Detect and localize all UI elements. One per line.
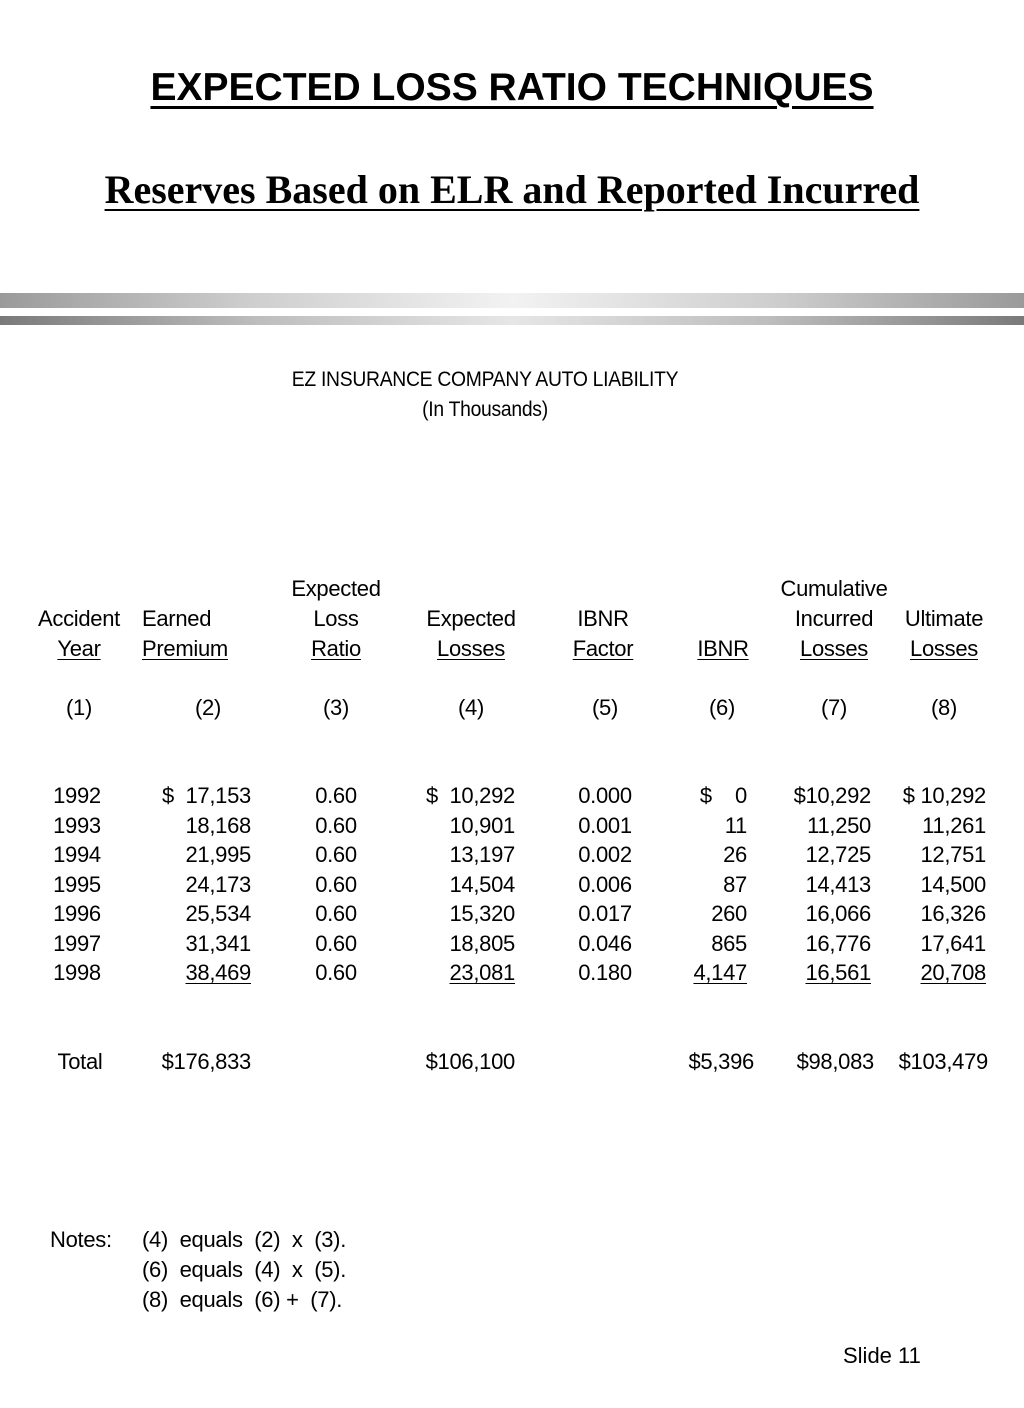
table-cell: 16,066 xyxy=(805,901,871,926)
table-cell: $10,292 xyxy=(793,783,871,808)
notes-label: Notes: xyxy=(50,1227,112,1252)
table-cell: 0.000 xyxy=(578,783,632,808)
table-cell: 18,168 xyxy=(185,813,251,838)
table-row-year: 1998 xyxy=(53,960,101,985)
notes-line-2: (6) equals (4) x (5). xyxy=(142,1257,347,1282)
table-cell: 21,995 xyxy=(185,842,251,867)
total-label: Total xyxy=(57,1049,103,1074)
table-cell: 20,708 xyxy=(920,960,986,985)
column-header-line2: Accident xyxy=(38,606,120,631)
column-header-line2: Earned xyxy=(142,606,212,631)
table-cell: 0.002 xyxy=(578,842,632,867)
column-header-line3: Losses xyxy=(910,636,978,661)
table-cell: 25,534 xyxy=(185,901,251,926)
column-number: (3) xyxy=(323,695,349,720)
column-number: (4) xyxy=(458,695,484,720)
table-cell: 260 xyxy=(711,901,747,926)
table-cell: 23,081 xyxy=(449,960,515,985)
table-cell: 14,413 xyxy=(805,872,871,897)
table-cell: 0.60 xyxy=(315,901,357,926)
table-cell: 24,173 xyxy=(185,872,251,897)
table-cell: 14,500 xyxy=(920,872,986,897)
table-cell: 0.001 xyxy=(578,813,632,838)
column-number: (5) xyxy=(592,695,618,720)
table-cell: 0.60 xyxy=(315,931,357,956)
column-header-line2: Ultimate xyxy=(904,606,984,631)
total-cell: $176,833 xyxy=(161,1049,251,1074)
table-heading: EZ INSURANCE COMPANY AUTO LIABILITY xyxy=(291,368,679,391)
table-cell: 0.60 xyxy=(315,872,357,897)
table-cell: 0.017 xyxy=(578,901,632,926)
column-header-line2: Loss xyxy=(313,606,359,631)
column-header-line2: Expected xyxy=(426,606,516,631)
table-cell: 0.60 xyxy=(315,842,357,867)
table-cell: $ 0 xyxy=(699,783,747,808)
table-cell: 0.180 xyxy=(578,960,632,985)
table-cell: 18,805 xyxy=(449,931,515,956)
decorative-rule-top xyxy=(0,293,1024,308)
table-cell: 12,725 xyxy=(805,842,871,867)
table-cell: 11,261 xyxy=(922,813,986,838)
table-cell: 12,751 xyxy=(920,842,986,867)
table-cell: 865 xyxy=(711,931,747,956)
table-cell: 10,901 xyxy=(449,813,515,838)
column-header-line2: Incurred xyxy=(794,606,874,631)
table-cell: 0.046 xyxy=(578,931,632,956)
table-cell: 0.60 xyxy=(315,960,357,985)
table-cell: 38,469 xyxy=(185,960,251,985)
column-number: (7) xyxy=(821,695,847,720)
column-header-line1: Expected xyxy=(291,576,381,601)
decorative-rule-bottom xyxy=(0,316,1024,325)
table-cell: 31,341 xyxy=(185,931,251,956)
total-cell: $5,396 xyxy=(688,1049,754,1074)
table-cell: $ 10,292 xyxy=(425,783,515,808)
table-cell: 4,147 xyxy=(693,960,747,985)
table-cell: 17,641 xyxy=(920,931,986,956)
table-cell: 0.60 xyxy=(315,783,357,808)
column-number: (6) xyxy=(709,695,735,720)
table-row-year: 1992 xyxy=(53,783,101,808)
total-cell: $106,100 xyxy=(425,1049,515,1074)
column-header-line2: IBNR xyxy=(577,606,629,631)
column-number: (2) xyxy=(195,695,221,720)
slide-number: Slide 11 xyxy=(843,1343,921,1368)
total-cell: $98,083 xyxy=(796,1049,874,1074)
table-cell: 13,197 xyxy=(449,842,515,867)
table-row-year: 1994 xyxy=(53,842,101,867)
table-subheading: (In Thousands) xyxy=(422,398,548,421)
table-row-year: 1993 xyxy=(53,813,101,838)
column-header-line3: Losses xyxy=(800,636,868,661)
column-header-line1: Cumulative xyxy=(780,576,888,601)
table-cell: 87 xyxy=(723,872,747,897)
column-header-line3: Losses xyxy=(437,636,505,661)
column-header-line3: Premium xyxy=(142,636,228,661)
table-cell: $ 10,292 xyxy=(902,783,986,808)
notes-line-3: (8) equals (6) + (7). xyxy=(142,1287,343,1312)
notes-line-1: (4) equals (2) x (3). xyxy=(142,1227,347,1252)
column-number: (1) xyxy=(66,695,92,720)
page-subtitle: Reserves Based on ELR and Reported Incurred xyxy=(104,167,920,212)
total-cell: $103,479 xyxy=(898,1049,988,1074)
column-header-line3: IBNR xyxy=(697,636,749,661)
table-cell: 0.60 xyxy=(315,813,357,838)
table-cell: 11 xyxy=(724,813,747,838)
table-cell: 0.006 xyxy=(578,872,632,897)
table-row-year: 1997 xyxy=(53,931,101,956)
table-cell: 11,250 xyxy=(807,813,871,838)
table-cell: $ 17,153 xyxy=(161,783,251,808)
column-header-line3: Year xyxy=(57,636,101,661)
table-row-year: 1996 xyxy=(53,901,101,926)
table-cell: 16,561 xyxy=(805,960,871,985)
table-cell: 16,326 xyxy=(920,901,986,926)
column-header-line3: Ratio xyxy=(311,636,361,661)
table-cell: 16,776 xyxy=(805,931,871,956)
page-title: EXPECTED LOSS RATIO TECHNIQUES xyxy=(150,66,874,109)
table-row-year: 1995 xyxy=(53,872,101,897)
table-cell: 26 xyxy=(723,842,747,867)
table-cell: 14,504 xyxy=(449,872,515,897)
table-cell: 15,320 xyxy=(449,901,515,926)
column-number: (8) xyxy=(931,695,957,720)
column-header-line3: Factor xyxy=(572,636,634,661)
